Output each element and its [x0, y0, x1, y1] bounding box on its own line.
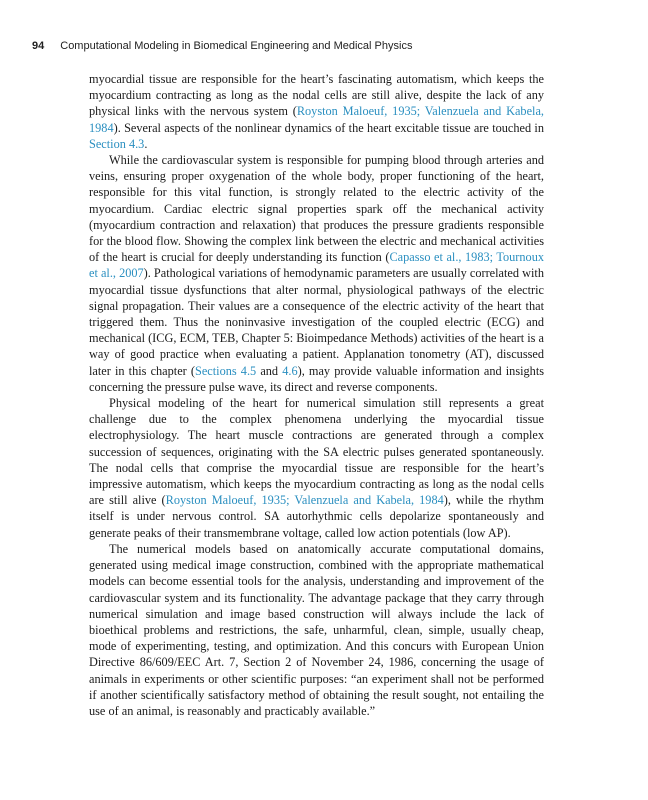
paragraph-text: Physical modeling of the heart for numerical simulation still represents a great challenge due to the complex phenomena underlying the myocardial tissue electrophysiology. The heart muscle contractions are generated through a complex succession of sequences, originating with the SA electric pulses generated spontaneously. The nodal cells that comprise the myocardial tissue are responsible for the heart’s impressive automatism, which keeps the myocardium contracting as long as the nodal cells are still alive (: [89, 396, 544, 508]
page-number: 94: [32, 40, 45, 52]
citation-link[interactable]: Section 4.3: [89, 136, 145, 151]
citation-link[interactable]: 4.6: [282, 363, 298, 378]
body-text: [89, 71, 544, 719]
paragraph-text: ). Several aspects of the nonlinear dynamics of the heart excitable tissue are touched in: [113, 120, 544, 135]
paragraph: [89, 395, 544, 541]
paragraph: [89, 541, 544, 719]
citation-link[interactable]: Sections 4.5: [195, 363, 257, 378]
running-header: [32, 40, 612, 52]
paragraph: [89, 71, 544, 152]
paragraph-text: While the cardiovascular system is responsible for pumping blood through arteries and veins, ensuring proper oxygenation of the whole body, proper functioning of the heart, responsible for this vital function, is strongly related to the electric activity of the myocardium. Cardiac electric signal properties spark off the mechanical activity (myocardium contraction and relaxation) that produces the pressure gradients responsible for the blood flow. Showing the complex link between the electric and mechanical activities of the heart is crucial for deeply understanding its function (: [89, 153, 544, 265]
citation-link[interactable]: Royston Maloeuf, 1935; Valenzuela and Kabela, 1984: [165, 493, 444, 508]
paragraph-text: and: [256, 363, 283, 378]
paragraph-text: myocardial tissue are responsible for the heart’s fascinating automatism, which keeps the myocardium contracting as long as the nodal cells are still alive, despite the lack of any physical links with the nervous system (: [89, 72, 544, 119]
paragraph-text: ), may provide valuable information and insights concerning the pressure pulse wave, its direct and reverse components.: [89, 363, 545, 394]
paragraph-text: ), while the rhythm itself is under nervous control. SA autorhythmic cells depolarize spontaneously and generate peaks of their transmembrane voltage, called low action potentials (low AP).: [89, 493, 544, 540]
running-title: Computational Modeling in Biomedical Engineering and Medical Physics: [60, 40, 413, 52]
citation-link[interactable]: Capasso et al., 1983; Tournoux et al., 2007: [89, 250, 544, 281]
paragraph-text: The numerical models based on anatomically accurate computational domains, generated using medical image construction, combined with the appropriate mathematical models can become essential tools for the analysis, understanding and improvement of the cardiovascular system and its functionality. The advantage package that they carry through numerical simulation and image based construction will always include the lack of bioethical problems and restrictions, the safe, unharmful, clean, simple, usually cheap, mode of experimenting, testing, and optimization. And this concurs with European Union Directive 86/609/EEC Art. 7, Section 2 of November 24, 1986, concerning the usage of animals in experiments or other scientific purposes: “an experiment shall not be performed if another scientifically satisfactory method of obtaining the result sought, not entailing the use of an animal, is reasonably and practicably available.”: [89, 541, 544, 718]
paragraph: [89, 152, 544, 395]
paragraph-text: .: [144, 136, 148, 151]
paragraph-text: ). Pathological variations of hemodynamic parameters are usually correlated with myocardial tissue dysfunctions that alter normal, physiological pathways of the electric signal propagation. Their values are a consequence of the electric activity of the heart that triggered them. Thus the noninvasive investigation of the coupled electric (ECG) and mechanical (ICG, ECM, TEB, Chapter 5: Bioimpedance Methods) activities of the heart is a way of good practice when evaluating a patient. Applanation tonometry (AT), discussed later in this chapter (: [89, 266, 544, 378]
citation-link[interactable]: Royston Maloeuf, 1935; Valenzuela and Kabela, 1984: [89, 104, 544, 135]
